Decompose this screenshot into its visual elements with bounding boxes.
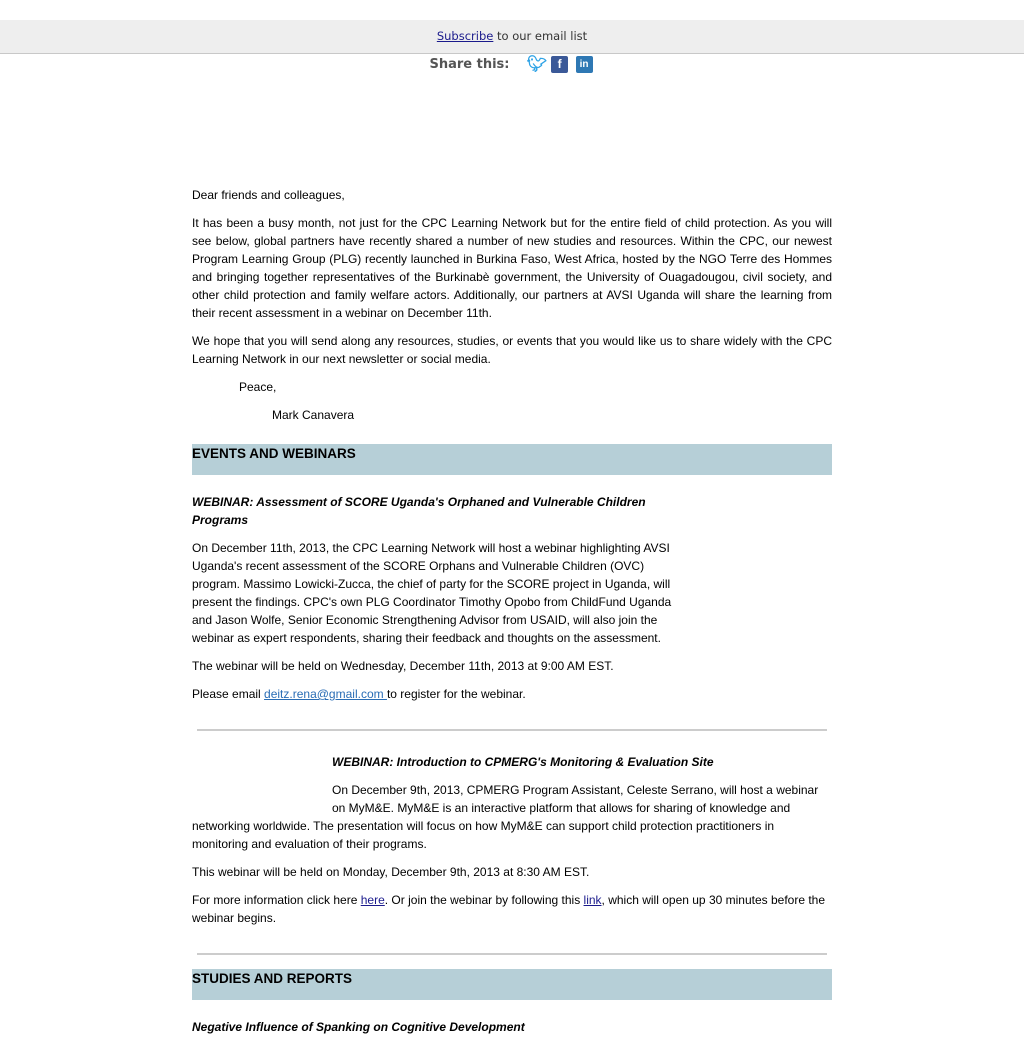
info-pre: For more information click here — [192, 893, 361, 907]
divider — [197, 953, 827, 955]
intro-paragraph: It has been a busy month, not just for the CPC Learning Network but for the entire field of child protection. As you will see below, global partners have recently shared a number of new studies and resources. Within the CPC, our newest Program Learning Group (PLG) recently launched in Burkina Faso, West Africa, hosted by the NGO Terre des Hommes and bringing together representatives of the Burkinabè government, the University of Ouagadougou, civil society, and other child protection and family welfare actors. Additionally, our partners at AVSI Uganda will share the learning from their recent assessment in a webinar on December 11th. — [192, 216, 832, 320]
facebook-icon[interactable]: f — [551, 56, 568, 73]
webinar1-title: WEBINAR: Assessment of SCORE Uganda's Orphaned and Vulnerable Children Programs — [192, 495, 646, 527]
webinar2-title: WEBINAR: Introduction to CPMERG's Monitoring & Evaluation Site — [332, 755, 714, 769]
here-link[interactable]: here — [360, 893, 385, 907]
share-label: Share this: — [429, 56, 510, 72]
divider — [197, 729, 827, 731]
webinar2-body: On December 9th, 2013, CPMERG Program Assistant, Celeste Serrano, will host a webinar on MyM&E. MyM&E is an interactive platform that allows for sharing of knowledge and networking worldwide. The presentation will focus on how MyM&E can support child protection practitioners in monitoring and evaluation of their programs. — [192, 783, 819, 851]
subscribe-link[interactable]: Subscribe — [436, 29, 494, 43]
subscribe-text: to our email list — [493, 29, 588, 43]
info-mid: . Or join the webinar by following this — [384, 893, 584, 907]
webinar2-image-placeholder — [192, 753, 332, 809]
signature: Mark Canavera — [272, 408, 355, 422]
email-pre: Please email — [192, 687, 265, 701]
webinar1-body: On December 11th, 2013, the CPC Learning Network will host a webinar highlighting AVSI Uganda's recent assessment of the SCORE Orphans and Vulnerable Children (OVC) program. Massimo Lowicki-Zucca, the chief of party for the SCORE project in Uganda, will present the findings. CPC's own PLG Coordinator Timothy Opobo from ChildFund Uganda and Jason Wolfe, Senior Economic Strengthening Advisor from USAID, will also join the webinar as expert respondents, sharing their feedback and thoughts on the assessment. — [192, 541, 672, 645]
study1-title: Negative Influence of Spanking on Cognitive Development — [192, 1020, 525, 1034]
email-post: to register for the webinar. — [386, 687, 526, 701]
webinar2-date: This webinar will be held on Monday, December 9th, 2013 at 8:30 AM EST. — [192, 865, 590, 879]
section-heading-events: EVENTS AND WEBINARS — [192, 444, 832, 475]
subscribe-bar — [0, 20, 1024, 54]
share-bar — [0, 54, 1024, 80]
newsletter-body — [192, 186, 832, 1046]
webinar-link[interactable]: link — [583, 893, 602, 907]
twitter-icon[interactable]: 🐦︎ — [526, 56, 548, 74]
email-link[interactable]: deitz.rena@gmail.com — [264, 687, 387, 701]
linkedin-icon[interactable]: in — [576, 56, 593, 73]
closing: Peace, — [239, 380, 277, 394]
webinar1-date: The webinar will be held on Wednesday, December 11th, 2013 at 9:00 AM EST. — [192, 659, 614, 673]
greeting: Dear friends and colleagues, — [192, 188, 345, 202]
request-paragraph: We hope that you will send along any resources, studies, or events that you would like us to share widely with the CPC Learning Network in our next newsletter or social media. — [192, 334, 832, 366]
section-heading-studies: STUDIES AND REPORTS — [192, 969, 832, 1000]
info-post: , which will open up 30 minutes before the webinar begins. — [192, 893, 826, 925]
